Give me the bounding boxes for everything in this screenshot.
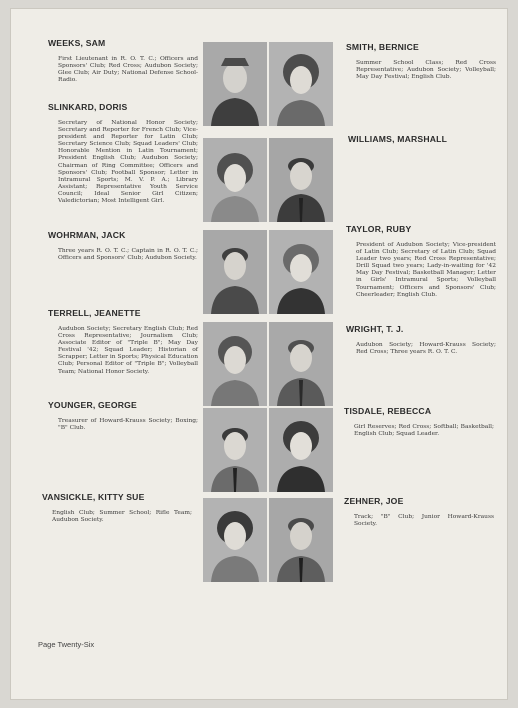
student-entry-terrell — [48, 308, 198, 376]
student-name: WILLIAMS, MARSHALL — [348, 134, 448, 144]
portrait-photo — [203, 408, 267, 492]
student-activities: Treasurer of Howard-Krauss Society; Boxing; "B" Club. — [58, 418, 198, 432]
student-activities: Audubon Society; Secretary English Club; Red Cross Representative; Journalism Club; Associate Editor of "Triple B"; May Day Festival '42; Squad Leader; Historian of Scrapper; Letter in Sports; Physical Education Club; Personal Editor of "Triple B"; Volleyball Team; National Honor Society. — [58, 326, 198, 375]
portrait-photo — [269, 230, 333, 314]
student-activities: Three years R. O. T. C.; Captain in R. O. T. C.; Officers and Sponsors' Club; Audubon Society. — [58, 248, 198, 262]
portrait-photo — [269, 138, 333, 222]
student-activities: Summer School Class; Red Cross Representative; Audubon Society; Volleyball; May Day Festival; English Club. — [356, 60, 496, 81]
student-name: TAYLOR, RUBY — [346, 224, 412, 234]
student-entry-zehner — [344, 496, 494, 528]
yearbook-page — [10, 8, 508, 700]
portrait-photo — [203, 230, 267, 314]
portrait-photo — [203, 138, 267, 222]
student-activities: Secretary of National Honor Society; Secretary and Reporter for French Club; Vice-president and Reporter for Latin Club; Secretary Science Club; Squad Leaders' Club; Honorable Mention in Latin Tournament; President English Club; Audubon Society; Chairman of Ring Committee; Officers and Sponsors' Club; Football Sponsor; Letter in Intramural Sports; M. V. P. A.; Library Assistant; Representative Youth Service Council; Ideal Senior Girl Citizen; Valedictorian; Most Intelligent Girl. — [58, 120, 198, 205]
portrait-photo — [269, 322, 333, 406]
student-name: YOUNGER, GEORGE — [48, 400, 137, 410]
student-activities: Audubon Society; Howard-Krauss Society; Red Cross; Three years R. O. T. C. — [356, 342, 496, 356]
student-name: SLINKARD, DORIS — [48, 102, 128, 112]
student-activities: Girl Reserves; Red Cross; Softball; Basketball; English Club; Squad Leader. — [354, 424, 494, 438]
student-activities: English Club; Summer School; Rifle Team; Audubon Society. — [52, 510, 192, 524]
portrait-photo — [203, 322, 267, 406]
student-name: VANSICKLE, KITTY SUE — [42, 492, 145, 502]
student-activities: President of Audubon Society; Vice-president of Latin Club; Secretary of Latin Club; Squad Leader two years; Red Cross Representative; Drill Squad two years; Lady-in-waiting for '42 May Day Festival; Basketball Manager; Letter in Girls' Intramural Sports; Volleyball Tournament; Officers and Sponsors' Club; Cheerleader; English Club. — [356, 242, 496, 298]
student-entry-younger — [48, 400, 198, 432]
student-entry-tisdale — [344, 406, 494, 438]
student-name: WEEKS, SAM — [48, 38, 106, 48]
student-name: TISDALE, REBECCA — [344, 406, 432, 416]
portrait-photo — [269, 408, 333, 492]
student-name: WOHRMAN, JACK — [48, 230, 126, 240]
student-name: SMITH, BERNICE — [346, 42, 419, 52]
student-entry-wright — [346, 324, 496, 356]
portrait-photo — [269, 498, 333, 582]
student-name: WRIGHT, T. J. — [346, 324, 404, 334]
student-entry-slinkard — [48, 102, 198, 205]
portrait-photo — [203, 498, 267, 582]
portrait-photo — [203, 42, 267, 126]
portrait-photo — [269, 42, 333, 126]
student-name: ZEHNER, JOE — [344, 496, 404, 506]
student-entry-vansickle — [42, 492, 192, 524]
page-number: Page Twenty-Six — [38, 640, 95, 649]
student-entry-smith — [346, 42, 496, 81]
student-entry-weeks — [48, 38, 198, 84]
student-activities: Track; "B" Club; Junior Howard-Krauss Society. — [354, 514, 494, 528]
student-entry-wohrman — [48, 230, 198, 262]
student-name: TERRELL, JEANETTE — [48, 308, 141, 318]
student-entry-williams — [348, 134, 498, 152]
student-entry-taylor — [346, 224, 496, 299]
student-activities: First Lieutenant in R. O. T. C.; Officers and Sponsors' Club; Red Cross; Audubon Society; Glee Club; Air Duty; National Defense School-Radio. — [58, 56, 198, 84]
